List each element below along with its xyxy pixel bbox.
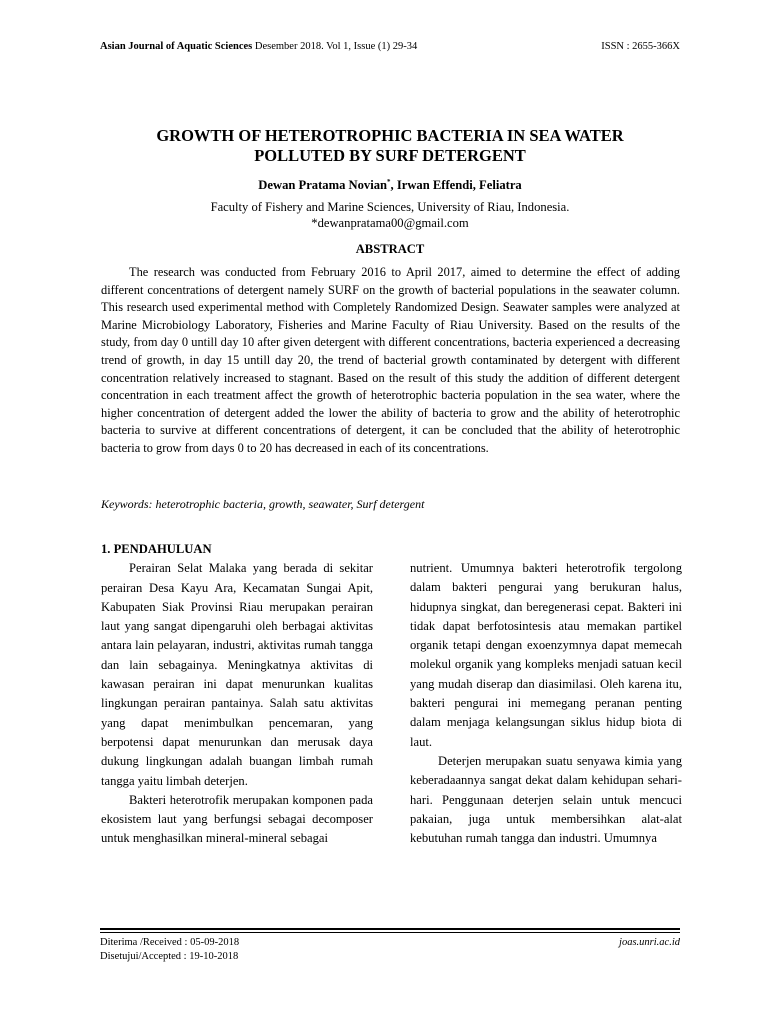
paragraph: nutrient. Umumnya bakteri heterotrofik tergolong dalam bakteri pengurai yang berukuran halus, hidupnya singkat, dan beregenerasi cepat. Bakteri ini tidak dapat berfotosintesis atau memakan partikel organik tetapi dengan exoenzymnya dapat memecah molekul organik yang kompleks menjadi satuan kecil yang mudah diserap dan diasimilasi. Oleh karena itu, bakteri pengurai ini memegang peranan penting dalam menjaga kelangsungan siklus hidup biota di laut. — [410, 561, 682, 749]
author-rest: , Irwan Effendi, Feliatra — [390, 178, 522, 193]
affiliation-block — [100, 199, 680, 231]
abstract-heading: ABSTRACT — [355, 242, 425, 257]
accepted-date: Disetujui/Accepted : 19-10-2018 — [100, 951, 239, 962]
journal-issue: Desember 2018. Vol 1, Issue (1) 29-34 — [252, 41, 418, 52]
issn: ISSN : 2655-366X — [601, 41, 680, 52]
footer-rule — [100, 928, 680, 930]
author-first: Dewan Pratama Novian — [258, 178, 388, 193]
paper-title — [100, 126, 680, 165]
title-block — [100, 126, 680, 257]
left-column — [101, 540, 373, 849]
author-email: *dewanpratama00@gmail.com — [311, 216, 469, 231]
corresponding-mark: * — [387, 178, 391, 186]
authors — [100, 174, 680, 193]
title-line-1: GROWTH OF HETEROTROPHIC BACTERIA IN SEA WATER — [156, 126, 624, 145]
abstract-text: The research was conducted from February 2016 to April 2017, aimed to determine the effect of adding different concentrations of detergent namely SURF on the growth of bacterial populations in the seawater column. This research used experimental method with Completely Randomized Design. Seawater samples were analyzed at Marine Microbiology Laboratory, Fisheries and Marine Faculty of Riau University. Based on the results of the study, from day 0 untill day 10 after given detergent with different concentrations, bacteria experienced a decreasing trend of growth, in day 15 untill day 20, the trend of bacterial growth contaminated by detergent with different concentration relatively increased to stagnant. Based on the result of this study the addition of different detergent concentration in each treatment affect the growth of heterotrophic bacteria population in the sea water, where the higher concentration of detergent added the lower the ability of bacteria to grow and the ability of heterotrophic bacteria to survive at different concentrations of detergent, it can be concluded that the ability of heterotrophic bacteria to grow from days 0 to 20 has decreased in each of its concentrations. — [101, 265, 680, 455]
paragraph: Deterjen merupakan suatu senyawa kimia yang keberadaannya sangat dekat dalam kehidupan sehari-hari. Penggunaan deterjen selain untuk mencuci pakaian, juga untuk membersihkan alat-alat kebutuhan rumah tangga dan industri. Umumnya — [410, 753, 682, 846]
paragraph: Perairan Selat Malaka yang berada di sekitar perairan Desa Kayu Ara, Kecamatan Sungai Apit, Kabupaten Siak Provinsi Riau merupakan perairan laut yang sangat dipengaruhi oleh berbagai aktivitas antara lain pelayaran, industri, aktivitas rumah tangga dan lain sebagainya. Meningkatnya aktivitas di kawasan perairan ini dapat menurunkan kualitas lingkungan perairan pantainya. Salah satu aktivitas yang dapat menimbulkan pencemaran, yang berpotensi dapat menurunkan dan merusak daya dukung lingkungan adalah buangan limbah rumah tangga yaitu limbah deterjen. — [101, 561, 373, 788]
journal-name: Asian Journal of Aquatic Sciences — [100, 41, 253, 52]
journal-website-link[interactable]: joas.unri.ac.id — [619, 937, 680, 948]
footer — [100, 936, 680, 964]
section-heading: 1. PENDAHULUAN — [101, 542, 212, 556]
footer-dates — [100, 936, 239, 964]
keywords: Keywords: heterotrophic bacteria, growth, seawater, Surf detergent — [101, 497, 425, 511]
received-date: Diterima /Received : 05-09-2018 — [100, 937, 240, 948]
running-header — [100, 40, 680, 54]
right-column — [410, 559, 682, 848]
footer-rule-thin — [100, 932, 680, 933]
paragraph: Bakteri heterotrofik merupakan komponen pada ekosistem laut yang berfungsi sebagai decomposer untuk menghasilkan mineral-mineral sebagai — [101, 792, 373, 846]
title-line-2: POLLUTED BY SURF DETERGENT — [254, 145, 526, 165]
journal-citation — [100, 40, 417, 54]
affiliation: Faculty of Fishery and Marine Sciences, University of Riau, Indonesia. — [210, 200, 570, 215]
